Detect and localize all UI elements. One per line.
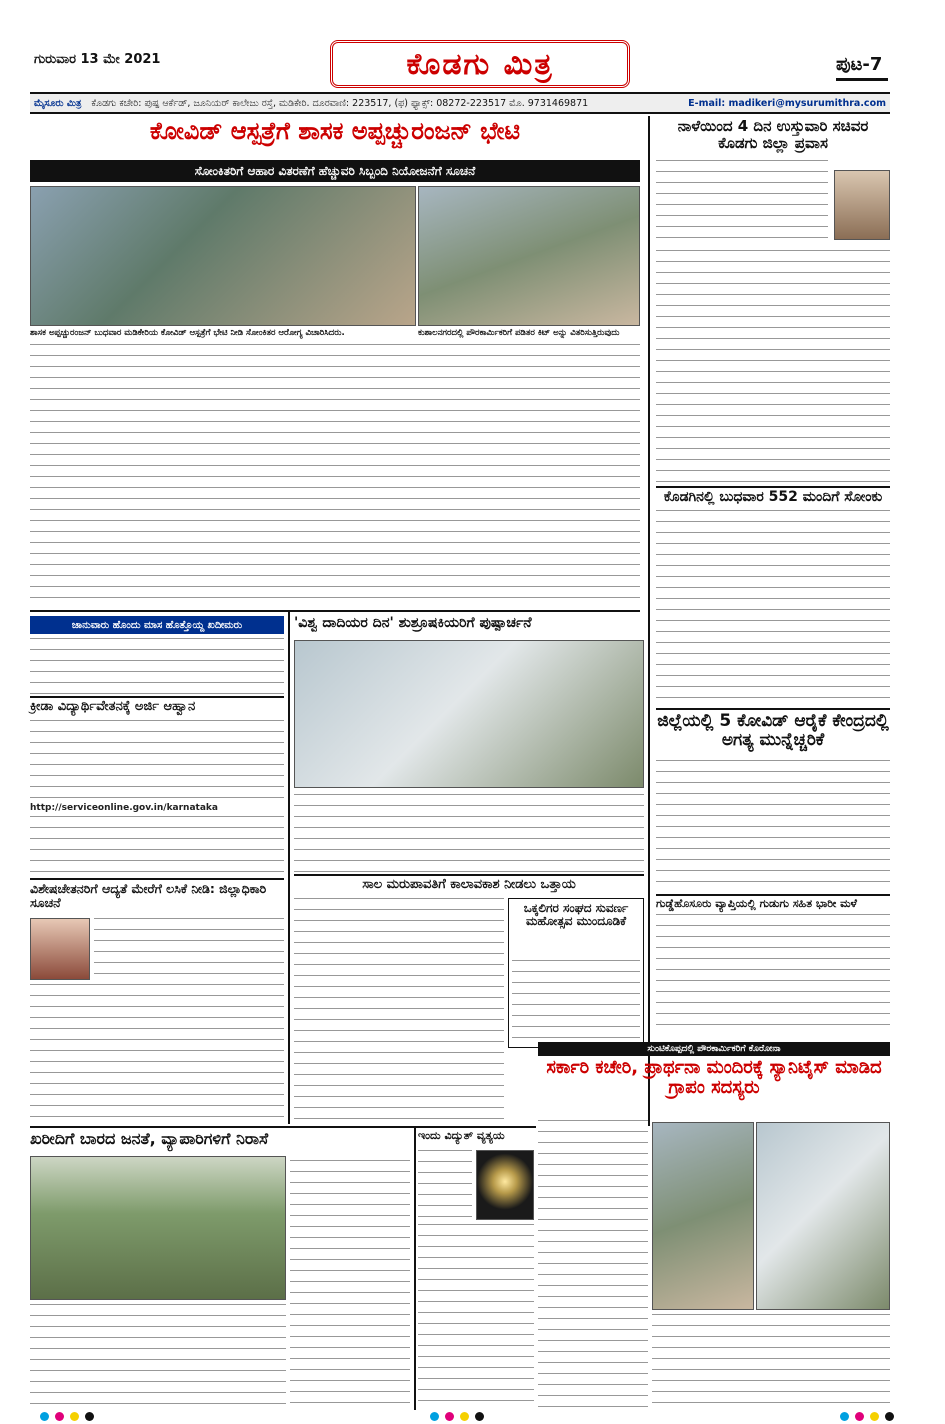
story12-body-text xyxy=(538,1120,648,1410)
print-registration-marks-center xyxy=(430,1412,484,1421)
story13-body-text-2 xyxy=(290,1160,410,1410)
deputy-commissioner-photo xyxy=(30,918,90,980)
divider xyxy=(30,878,284,880)
contact-info-bar xyxy=(30,92,890,114)
column-divider xyxy=(414,1126,416,1410)
page-number-underline xyxy=(836,78,888,81)
column-divider xyxy=(288,612,290,1124)
story4-headline: ಜಿಲ್ಲೆಯಲ್ಲಿ 5 ಕೋವಿಡ್ ಆರೈಕೆ ಕೇಂದ್ರದಲ್ಲಿ ಅಗತ್ಯ ಮುನ್ನೆಚ್ಚರಿಕೆ xyxy=(657,711,889,750)
vegetable-market-photo xyxy=(30,1156,286,1300)
minister-portrait-photo xyxy=(834,170,890,240)
nurses-day-photo xyxy=(294,640,644,788)
story13-headline: ಖರೀದಿಗೆ ಬಾರದ ಜನತೆ, ವ್ಯಾಪಾರಿಗಳಿಗೆ ನಿರಾಸೆ xyxy=(30,1129,269,1148)
story1-headline: ಕೋವಿಡ್ ಆಸ್ಪತ್ರೆಗೆ ಶಾಸಕ ಅಪ್ಪಚ್ಚುರಂಜನ್ ಭೇಟಿ xyxy=(149,117,521,145)
story8-headline: ವಿಶೇಷಚೇತನರಿಗೆ ಆದ್ಯತೆ ಮೇರೆಗೆ ಲಸಿಕೆ ನೀಡಿ: ಜಿಲ್ಲಾಧಿಕಾರಿ ಸೂಚನೆ xyxy=(30,881,267,910)
page-number: ಪುಟ-7 xyxy=(836,54,883,75)
story7-body-text-2 xyxy=(30,816,284,876)
story12-caption-text xyxy=(652,1314,890,1410)
divider xyxy=(30,696,284,698)
story7-body-text xyxy=(30,720,284,800)
print-registration-marks-left xyxy=(40,1412,94,1421)
story9-headline: ಸಾಲ ಮರುಪಾವತಿಗೆ ಕಾಲಾವಕಾಶ ನೀಡಲು ಒತ್ತಾಯ xyxy=(362,877,576,892)
story12-kicker: ಸುಂಟಿಕೊಪ್ಪದಲ್ಲಿ ಪೌರಕಾರ್ಮಿಕರಿಗೆ ಕೊರೋನಾ xyxy=(538,1042,890,1056)
story9-body-text xyxy=(294,898,504,1124)
story14-body-intro xyxy=(418,1150,472,1220)
story7-headline: ಕ್ರೀಡಾ ವಿದ್ಯಾರ್ಥಿವೇತನಕ್ಕೆ ಅರ್ಜಿ ಆಹ್ವಾನ xyxy=(30,699,196,714)
divider xyxy=(294,874,644,876)
divider xyxy=(656,894,890,896)
divider xyxy=(656,708,890,710)
hospital-ward-photo xyxy=(30,186,416,326)
story4-body-text xyxy=(656,760,890,892)
story3-body-text xyxy=(656,510,890,706)
story1-caption-right: ಕುಶಾಲನಗರದಲ್ಲಿ ಪೌರಕಾರ್ಮಿಕರಿಗೆ ಪಡಿತರ ಕಿಟ್ ಅನ್ನು ವಿತರಿಸುತ್ತಿರುವುದು xyxy=(418,328,620,338)
story11-body-text xyxy=(656,914,890,1034)
story5-headline: ಜಾನುವಾರು ಹೊಂದು ಮಾಸ ಹೊತ್ತೊಯ್ದ ಖದೀಮರು xyxy=(30,616,284,634)
masthead-logo: ಕೊಡಗು ಮಿತ್ರ xyxy=(330,40,630,88)
story1-caption-left: ಶಾಸಕ ಅಪ್ಪಚ್ಚುರಂಜನ್ ಬುಧವಾರ ಮಡಿಕೇರಿಯ ಕೋವಿಡ್ ಆಸ್ಪತ್ರೆಗೆ ಭೇಟಿ ನೀಡಿ ಸೋಂಕಿತರ ಆರೋಗ್ಯ ವಿಚಾರಿಸಿದರು. xyxy=(30,328,345,338)
story13-body-text xyxy=(30,1304,286,1410)
story1-body-text xyxy=(30,344,640,608)
light-bulb-photo xyxy=(476,1150,534,1220)
story3-headline: ಕೊಡಗಿನಲ್ಲಿ ಬುಧವಾರ 552 ಮಂದಿಗೆ ಸೋಂಕು xyxy=(663,489,883,505)
story2-headline: ನಾಳೆಯಿಂದ 4 ದಿನ ಉಸ್ತುವಾರಿ ಸಚಿವರ ಕೊಡಗು ಜಿಲ್ಲಾ ಪ್ರವಾಸ xyxy=(677,117,869,152)
sanitise-office-photo xyxy=(652,1122,754,1310)
sanitise-temple-photo xyxy=(756,1122,890,1310)
story1-subhead: ಸೋಂಕಿತರಿಗೆ ಆಹಾರ ವಿತರಣೆಗೆ ಹೆಚ್ಚುವರಿ ಸಿಬ್ಬಂದಿ ನಿಯೋಜನೆಗೆ ಸೂಚನೆ xyxy=(30,160,640,182)
brand-name: ಮೈಸೂರು ಮಿತ್ರ xyxy=(34,97,82,109)
story11-headline: ಗುಡ್ಡೆಹೊಸೂರು ವ್ಯಾಪ್ತಿಯಲ್ಲಿ ಗುಡುಗು ಸಹಿತ ಭಾರೀ ಮಳೆ xyxy=(656,897,857,910)
story14-body-text xyxy=(418,1224,534,1410)
story2-body-text xyxy=(656,250,890,484)
story12-headline: ಸರ್ಕಾರಿ ಕಚೇರಿ, ಪ್ರಾರ್ಥನಾ ಮಂದಿರಕ್ಕೆ ಸ್ಯಾನಿಟೈಸ್ ಮಾಡಿದ ಗ್ರಾಪಂ ಸದಸ್ಯರು xyxy=(546,1057,882,1098)
story6-headline: 'ವಿಶ್ವ ದಾದಿಯರ ದಿನ' ಶುಶ್ರೂಷಕಿಯರಿಗೆ ಪುಷ್ಪಾರ್ಚನೆ xyxy=(294,615,532,631)
divider xyxy=(30,1126,536,1128)
story14-headline: ಇಂದು ವಿದ್ಯುತ್ ವ್ಯತ್ಯಯ xyxy=(418,1129,505,1142)
story10-headline: ಒಕ್ಕಲಿಗರ ಸಂಘದ ಸುವರ್ಣ ಮಹೋತ್ಸವ ಮುಂದೂಡಿಕೆ xyxy=(523,901,629,929)
story2-body-intro xyxy=(656,160,828,246)
ration-kit-distribution-photo xyxy=(418,186,640,326)
story5-body-text xyxy=(30,638,284,694)
story6-body-text xyxy=(294,794,644,872)
divider xyxy=(30,610,640,612)
story8-body-intro xyxy=(94,918,284,980)
issue-date: ಗುರುವಾರ 13 ಮೇ 2021 xyxy=(34,52,161,67)
divider xyxy=(656,486,890,488)
office-address: ಕೊಡಗು ಕಚೇರಿ: ಪುಷ್ಪ ಆರ್ಕೆಡ್, ಜೂನಿಯರ್ ಕಾಲೇಜು ರಸ್ತೆ, ಮಡಿಕೇರಿ. ದೂರವಾಣಿ: 223517, (ಫ) ಫ್ಯಾಕ್ಸ್: 08272-223517 ಮೊ. 9731469871 xyxy=(91,97,589,109)
story7-link[interactable]: http://serviceonline.gov.in/karnataka xyxy=(30,803,218,813)
story8-body-text xyxy=(30,984,284,1124)
contact-email: E-mail: madikeri@mysurumithra.com xyxy=(688,97,886,109)
column-divider xyxy=(648,116,650,1126)
print-registration-marks-right xyxy=(840,1412,894,1421)
story10-body-text xyxy=(512,960,640,1044)
